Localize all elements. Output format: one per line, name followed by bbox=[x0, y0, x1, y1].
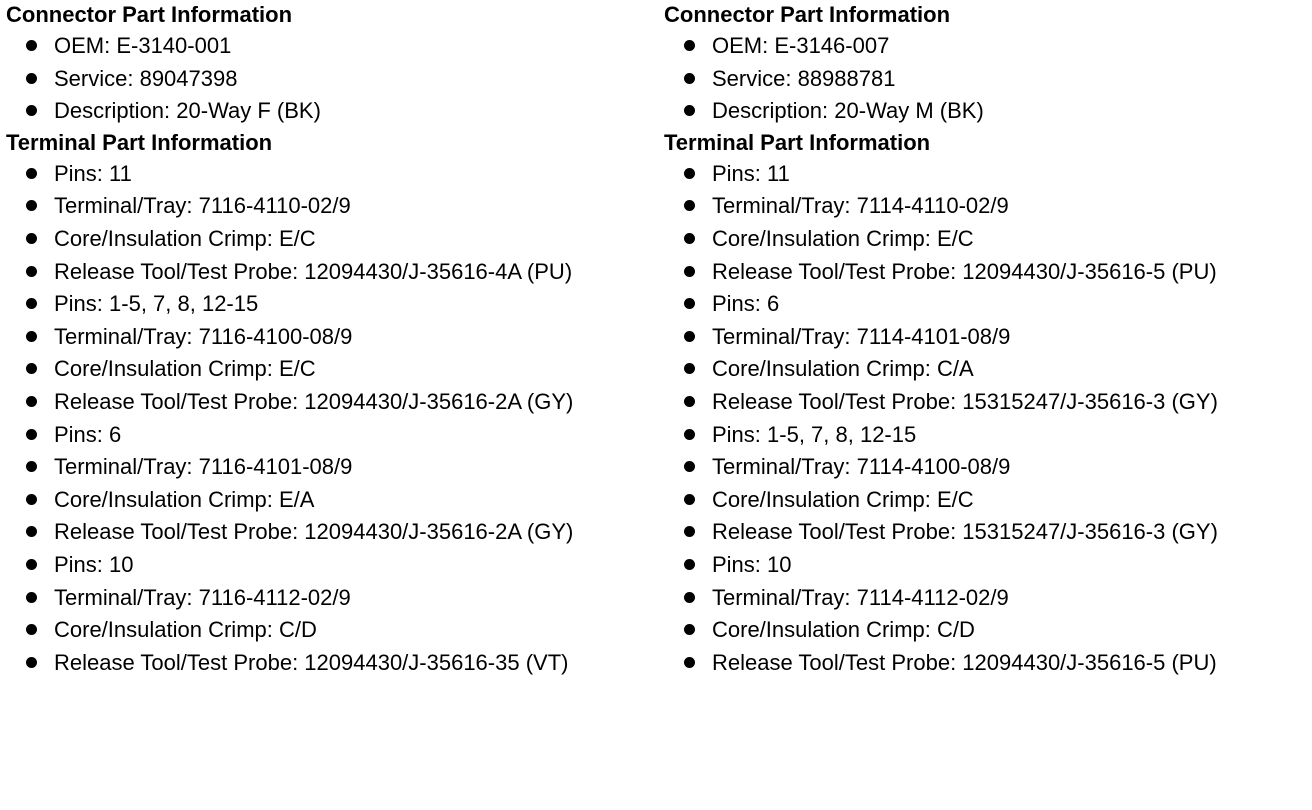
left-column bbox=[6, 0, 646, 679]
terminal-tray: Terminal/Tray: 7114-4100-08/9 bbox=[664, 451, 1304, 484]
terminal-group bbox=[6, 419, 646, 549]
terminal-release-tool: Release Tool/Test Probe: 12094430/J-35616-5 (PU) bbox=[664, 256, 1304, 289]
terminal-pins: Pins: 1-5, 7, 8, 12-15 bbox=[6, 288, 646, 321]
terminal-tray: Terminal/Tray: 7116-4101-08/9 bbox=[6, 451, 646, 484]
terminal-group bbox=[6, 288, 646, 418]
connector-description: Description: 20-Way M (BK) bbox=[664, 95, 1304, 128]
terminal-tray: Terminal/Tray: 7114-4110-02/9 bbox=[664, 190, 1304, 223]
terminal-release-tool: Release Tool/Test Probe: 12094430/J-35616-2A (GY) bbox=[6, 386, 646, 419]
terminal-crimp: Core/Insulation Crimp: C/D bbox=[6, 614, 646, 647]
terminal-pins: Pins: 11 bbox=[6, 158, 646, 191]
terminal-release-tool: Release Tool/Test Probe: 15315247/J-35616-3 (GY) bbox=[664, 386, 1304, 419]
terminal-tray: Terminal/Tray: 7116-4112-02/9 bbox=[6, 582, 646, 615]
terminal-pins: Pins: 6 bbox=[664, 288, 1304, 321]
terminal-release-tool: Release Tool/Test Probe: 15315247/J-35616-3 (GY) bbox=[664, 516, 1304, 549]
right-column bbox=[664, 0, 1304, 679]
terminal-group bbox=[664, 158, 1304, 288]
terminal-tray: Terminal/Tray: 7116-4110-02/9 bbox=[6, 190, 646, 223]
terminal-pins: Pins: 1-5, 7, 8, 12-15 bbox=[664, 419, 1304, 452]
connector-heading: Connector Part Information bbox=[6, 2, 293, 27]
terminal-tray: Terminal/Tray: 7114-4112-02/9 bbox=[664, 582, 1304, 615]
terminal-crimp: Core/Insulation Crimp: E/C bbox=[664, 223, 1304, 256]
terminal-group bbox=[664, 288, 1304, 418]
terminal-pins: Pins: 10 bbox=[6, 549, 646, 582]
terminal-group bbox=[6, 158, 646, 288]
terminal-group bbox=[664, 419, 1304, 549]
terminal-crimp: Core/Insulation Crimp: E/C bbox=[6, 223, 646, 256]
terminal-release-tool: Release Tool/Test Probe: 12094430/J-35616-35 (VT) bbox=[6, 647, 646, 680]
terminal-pins: Pins: 10 bbox=[664, 549, 1304, 582]
terminal-tray: Terminal/Tray: 7116-4100-08/9 bbox=[6, 321, 646, 354]
connector-heading: Connector Part Information bbox=[664, 2, 951, 27]
connector-service: Service: 89047398 bbox=[6, 63, 646, 96]
connector-service: Service: 88988781 bbox=[664, 63, 1304, 96]
terminal-release-tool: Release Tool/Test Probe: 12094430/J-35616-2A (GY) bbox=[6, 516, 646, 549]
terminal-release-tool: Release Tool/Test Probe: 12094430/J-35616-5 (PU) bbox=[664, 647, 1304, 680]
terminal-heading: Terminal Part Information bbox=[6, 129, 273, 155]
terminal-crimp: Core/Insulation Crimp: C/D bbox=[664, 614, 1304, 647]
terminal-crimp: Core/Insulation Crimp: E/C bbox=[664, 484, 1304, 517]
terminal-tray: Terminal/Tray: 7114-4101-08/9 bbox=[664, 321, 1304, 354]
terminal-pins: Pins: 11 bbox=[664, 158, 1304, 191]
connector-info-list bbox=[664, 30, 1304, 128]
terminal-heading: Terminal Part Information bbox=[664, 129, 931, 155]
connector-oem: OEM: E-3140-001 bbox=[6, 30, 646, 63]
terminal-crimp: Core/Insulation Crimp: E/C bbox=[6, 353, 646, 386]
connector-info-list bbox=[6, 30, 646, 128]
terminal-group bbox=[664, 549, 1304, 679]
terminal-group bbox=[6, 549, 646, 679]
terminal-pins: Pins: 6 bbox=[6, 419, 646, 452]
terminal-crimp: Core/Insulation Crimp: C/A bbox=[664, 353, 1304, 386]
terminal-release-tool: Release Tool/Test Probe: 12094430/J-35616-4A (PU) bbox=[6, 256, 646, 289]
connector-description: Description: 20-Way F (BK) bbox=[6, 95, 646, 128]
connector-oem: OEM: E-3146-007 bbox=[664, 30, 1304, 63]
terminal-crimp: Core/Insulation Crimp: E/A bbox=[6, 484, 646, 517]
